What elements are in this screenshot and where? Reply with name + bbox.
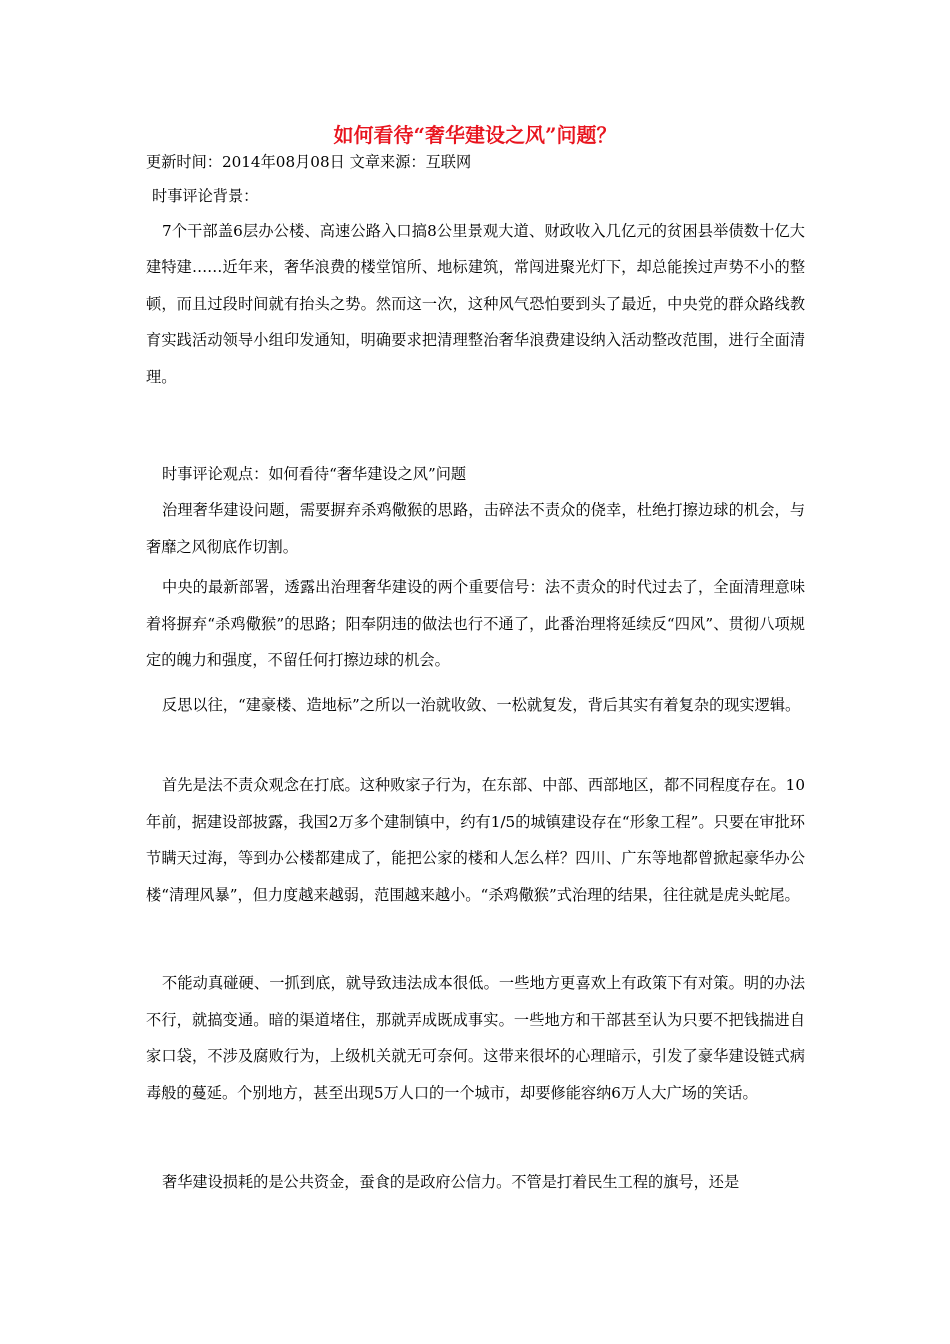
article-title: 如何看待“奢华建设之风”问题？ [333,123,617,147]
paragraph-4: 首先是法不责众观念在打底。这种败家子行为，在东部、中部、西部地区，都不同程度存在。10年前，据建设部披露，我国2万多个建制镇中，约有1/5的城镇建设存在“形象工程”。只要在审批环节瞒天过海，等到办公楼都建成了，能把公家的楼和人怎么样？四川、广东等地都曾掀起豪华办公楼“清理风暴”，但力度越来越弱，范围越来越小。“杀鸡儆猴”式治理的结果，往往就是虎头蛇尾。 [146,776,805,904]
paragraph-1: 治理奢华建设问题，需要摒弃杀鸡儆猴的思路，击碎法不责众的侥幸，杜绝打擦边球的机会，与奢靡之风彻底作切割。 [146,501,805,556]
background-paragraph: 7个干部盖6层办公楼、高速公路入口搞8公里景观大道、财政收入几亿元的贫困县举债数十亿大建特建……近年来，奢华浪费的楼堂馆所、地标建筑，常闯进聚光灯下，却总能挨过声势不小的整顿，而且过段时间就有抬头之势。然而这一次，这种风气恐怕要到头了最近，中央党的群众路线教育实践活动领导小组印发通知，明确要求把清理整治奢华浪费建设纳入活动整改范围，进行全面清理。 [146,222,805,386]
paragraph-3: 反思以往，“建豪楼、造地标”之所以一治就收敛、一松就复发，背后其实有着复杂的现实逻辑。 [162,696,801,714]
viewpoint-label: 时事评论观点：如何看待“奢华建设之风”问题 [162,465,467,483]
paragraph-2: 中央的最新部署，透露出治理奢华建设的两个重要信号：法不责众的时代过去了，全面清理意味着将摒弃“杀鸡儆猴”的思路；阳奉阴违的做法也行不通了，此番治理将延续反“四风”、贯彻八项规定的魄力和强度，不留任何打擦边球的机会。 [146,578,805,669]
paragraph-6: 奢华建设损耗的是公共资金，蚕食的是政府公信力。不管是打着民生工程的旗号，还是 [162,1173,740,1191]
article-meta: 更新时间：2014年08月08日 文章来源：互联网 [146,153,472,171]
background-label: 时事评论背景： [152,187,259,205]
paragraph-5: 不能动真碰硬、一抓到底，就导致违法成本很低。一些地方更喜欢上有政策下有对策。明的办法不行，就搞变通。暗的渠道堵住，那就弄成既成事实。一些地方和干部甚至认为只要不把钱揣进自家口袋，不涉及腐败行为，上级机关就无可奈何。这带来很坏的心理暗示，引发了豪华建设链式病毒般的蔓延。个别地方，甚至出现5万人口的一个城市，却要修能容纳6万人大广场的笑话。 [146,974,805,1102]
